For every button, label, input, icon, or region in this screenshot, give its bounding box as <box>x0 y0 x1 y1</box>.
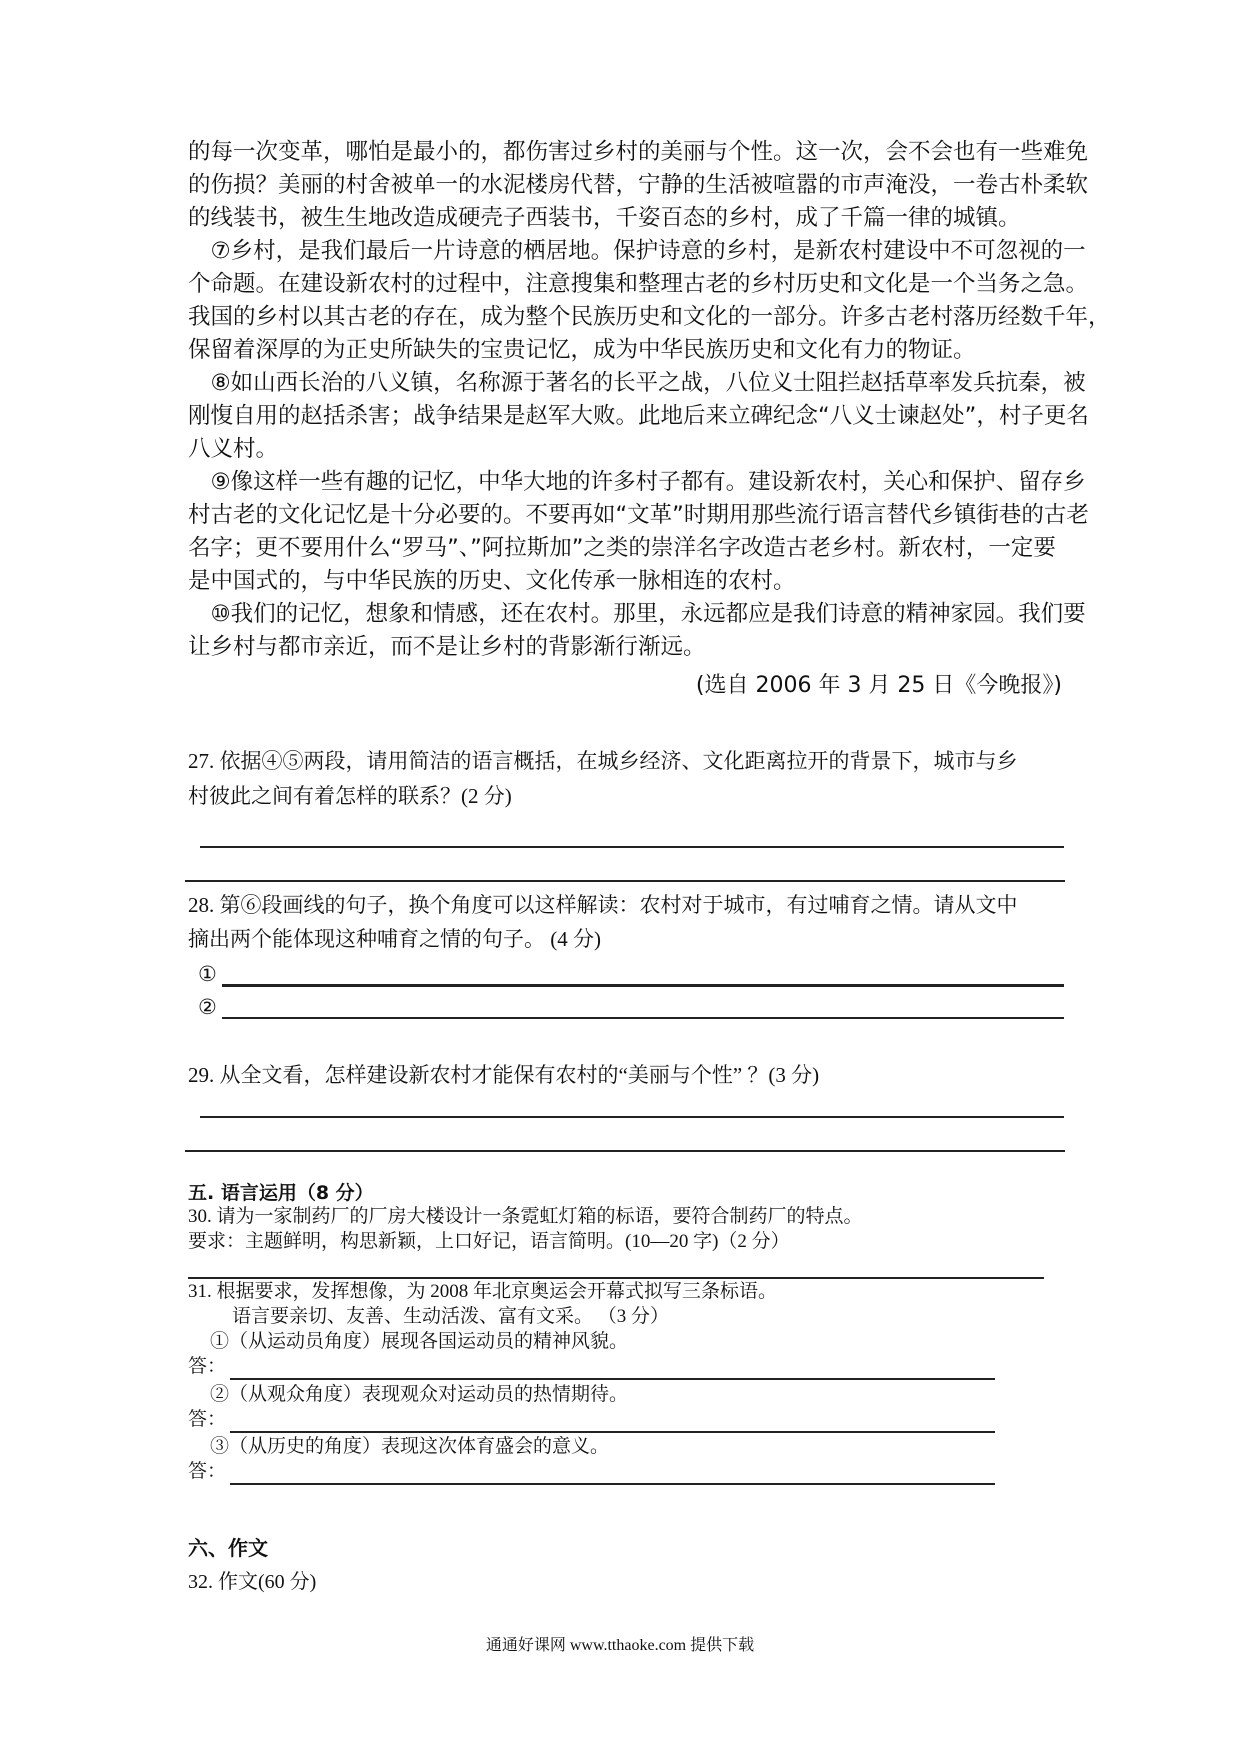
passage-line: 保留着深厚的为正史所缺失的宝贵记忆，成为中华民族历史和文化有力的物证。 <box>188 337 976 363</box>
passage-line: ⑧如山西长治的八义镇，名称源于著名的长平之战，八位义士阻拦赵括草率发兵抗秦，被 <box>188 370 1086 396</box>
passage-paragraph-7 <box>188 235 1111 367</box>
question-29: 29. 从全文看，怎样建设新农村才能保有农村的“美丽与个性” ？(3 分) <box>188 1063 820 1087</box>
question-31-item-2: ②（从观众角度）表现观众对运动员的热情期待。 <box>210 1384 629 1405</box>
passage-line: 的伤损？美丽的村舍被单一的水泥楼房代替，宁静的生活被喧嚣的市声淹没，一卷古朴柔软 <box>188 172 1089 198</box>
answer-marker-2: ② <box>198 995 217 1019</box>
question-31-line2: 语言要亲切、友善、生动活泼、富有文采。 （3 分） <box>232 1306 670 1327</box>
answer-line-31b[interactable] <box>230 1431 995 1433</box>
question-28-line1: 28. 第⑥段画线的句子，换个角度可以这样解读：农村对于城市，有过哺育之情。请从文中 <box>188 893 1018 917</box>
question-27-line2: 村彼此之间有着怎样的联系？(2 分) <box>188 784 512 808</box>
answer-label-3: 答： <box>188 1461 227 1482</box>
passage-line: 的每一次变革，哪怕是最小的，都伤害过乡村的美丽与个性。这一次，会不会也有一些难免 <box>188 139 1089 165</box>
answer-line-28a[interactable] <box>222 984 1064 987</box>
answer-line-31c[interactable] <box>230 1483 995 1485</box>
question-30-line2: 要求：主题鲜明，构思新颖，上口好记，语言简明。(10—20 字)（2 分） <box>188 1231 790 1252</box>
passage-line: 刚愎自用的赵括杀害；战争结果是赵军大败。此地后来立碑纪念“八义士谏赵处”，村子更名 <box>188 403 1089 429</box>
answer-line-27b[interactable] <box>185 880 1065 882</box>
answer-line-30[interactable] <box>188 1277 1044 1279</box>
passage-paragraph-10 <box>188 598 1086 664</box>
passage-line: ⑨像这样一些有趣的记忆，中华大地的许多村子都有。建设新农村，关心和保护、留存乡 <box>188 469 1086 495</box>
question-32: 32. 作文(60 分) <box>188 1571 317 1593</box>
answer-label-2: 答： <box>188 1409 227 1430</box>
section-5-heading: 五. 语言运用（8 分） <box>188 1182 374 1204</box>
question-31-item-3: ③（从历史的角度）表现这次体育盛会的意义。 <box>210 1436 610 1457</box>
passage-paragraph-9 <box>188 466 1089 598</box>
passage-line: 村古老的文化记忆是十分必要的。不要再如“文革”时期用那些流行语言替代乡镇街巷的古老 <box>188 502 1089 528</box>
answer-marker-1: ① <box>198 962 217 986</box>
answer-line-29a[interactable] <box>200 1116 1064 1118</box>
passage-line: ⑩我们的记忆，想象和情感，还在农村。那里，永远都应是我们诗意的精神家园。我们要 <box>188 601 1086 627</box>
question-28-line2: 摘出两个能体现这种哺育之情的句子。 (4 分) <box>188 927 601 951</box>
passage-line: 名字；更不要用什么“罗马”、”阿拉斯加”之类的崇洋名字改造古老乡村。新农村，一定要 <box>188 535 1056 561</box>
question-31-item-1: ①（从运动员角度）展现各国运动员的精神风貌。 <box>210 1331 629 1352</box>
answer-line-27a[interactable] <box>200 846 1064 848</box>
passage-line: 个命题。在建设新农村的过程中，注意搜集和整理古老的乡村历史和文化是一个当务之急。 <box>188 271 1089 297</box>
passage-line: 是中国式的，与中华民族的历史、文化传承一脉相连的农村。 <box>188 568 796 594</box>
answer-label-1: 答： <box>188 1356 227 1377</box>
question-31-line1: 31. 根据要求，发挥想像，为 2008 年北京奥运会开幕式拟写三条标语。 <box>188 1281 778 1302</box>
passage-paragraph-6-end <box>188 136 1089 235</box>
answer-line-28b[interactable] <box>222 1017 1064 1019</box>
question-27-line1: 27. 依据④⑤两段，请用简洁的语言概括，在城乡经济、文化距离拉开的背景下，城市与乡 <box>188 749 1018 773</box>
answer-line-31a[interactable] <box>230 1378 995 1380</box>
passage-line: 的线装书，被生生地改造成硬壳子西装书，千姿百态的乡村，成了千篇一律的城镇。 <box>188 205 1021 231</box>
passage-line: 让乡村与都市亲近，而不是让乡村的背影渐行渐远。 <box>188 634 706 660</box>
passage-line: 八义村。 <box>188 436 279 462</box>
footer-credit: 通通好课网 www.tthaoke.com 提供下载 <box>485 1637 755 1654</box>
passage-source: (选自 2006 年 3 月 25 日《今晚报》) <box>695 673 1062 698</box>
passage-paragraph-8 <box>188 367 1089 466</box>
passage-line: 我国的乡村以其古老的存在，成为整个民族历史和文化的一部分。许多古老村落历经数千年， <box>188 304 1111 330</box>
passage-line: ⑦乡村，是我们最后一片诗意的栖居地。保护诗意的乡村，是新农村建设中不可忽视的一 <box>188 238 1086 264</box>
section-6-heading: 六、作文 <box>188 1536 268 1560</box>
question-30-line1: 30. 请为一家制药厂的厂房大楼设计一条霓虹灯箱的标语，要符合制药厂的特点。 <box>188 1206 863 1227</box>
answer-line-29b[interactable] <box>185 1150 1065 1152</box>
